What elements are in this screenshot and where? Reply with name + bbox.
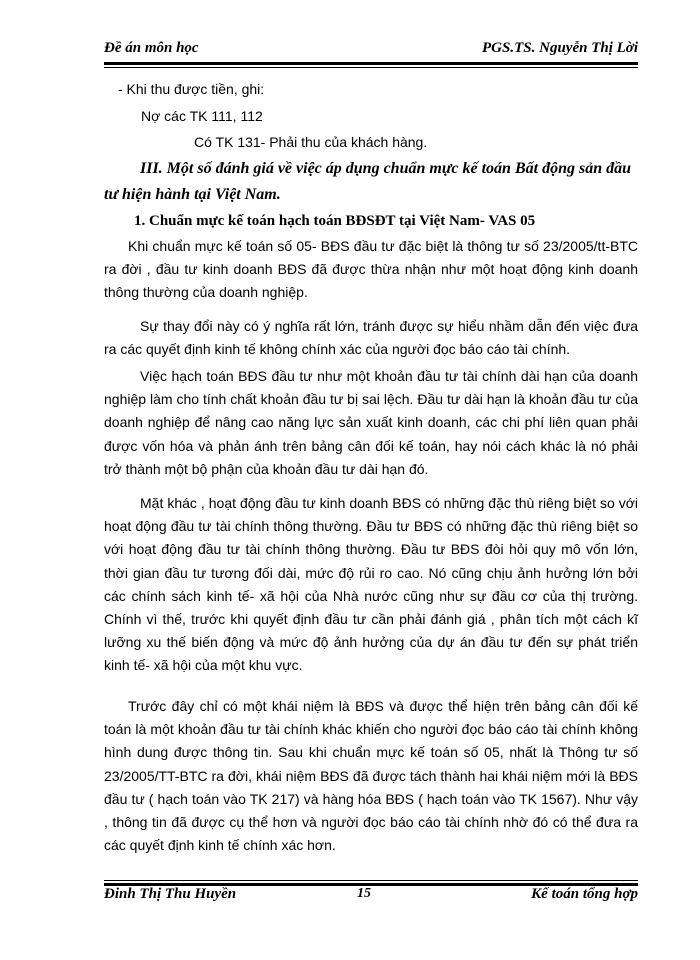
paragraph-1: Khi chuẩn mực kế toán số 05- BĐS đầu tư đặc biệt là thông tư số 23/2005/tt-BTC ra đời , đầu tư kinh doanh BĐS đã được thừa nhận như một hoạt động kinh doanh thông thường của doanh nghiệp. [104,238,638,301]
paragraph-2: Sự thay đổi này có ý nghĩa rất lớn, tránh được sự hiểu nhầm dẫn đến việc đưa ra các quyết định kinh tế không chính xác của người đọc báo cáo tài chính. [104,318,638,358]
header-rule [104,62,638,65]
subheading: 1. Chuẩn mực kế toán hạch toán BĐSĐT tại Việt Nam- VAS 05 [134,213,536,229]
course-title: Đề án môn học [104,40,199,56]
entry-credit: Có TK 131- Phải thu của khách hàng. [194,134,428,150]
page-number: 15 [357,886,371,901]
department-name: Kế toán tổng hợp [531,886,638,902]
paragraph-5: Trước đây chỉ có một khái niệm là BĐS và được thể hiện trên bảng cân đối kế toán là một khoản đầu tư tài chính khác khiến cho người đọc báo cáo tài chính không hình dung được thông tin. Sau khi chuẩn mực kế toán số 05, nhất là Thông tư số 23/2005/TT-BTC ra đời, khái niệm BĐS đã được tách thành hai khái niệm mới là BĐS đầu tư ( hạch toán vào TK 217) và hàng hóa BĐS ( hạch toán vào TK 1567). Như vậy , thông tin đã được cụ thể hơn và người đọc báo cáo tài chính nhờ đó có thể đưa ra các quyết định kinh tế chính xác hơn. [104,698,638,854]
page-header [104,40,638,64]
section-heading: III. Một số đánh giá về việc áp dụng chuẩn mực kế toán Bất động sản đầu tư hiện hành tại Việt Nam. [104,160,631,203]
header-rule-thin [104,67,638,68]
paragraph-4: Mặt khác , hoạt động đầu tư kinh doanh BĐS có những đặc thù riêng biệt so với hoạt động đầu tư tài chính thông thường. Đầu tư BĐS có những đặc thù riêng biệt so với hoạt động đầu tư tài chính thông thường. Đầu tư BĐS đòi hỏi quy mô vốn lớn, thời gian đầu tư tương đối dài, mức độ rủi ro cao. Nó cũng chịu ảnh hưởng lớn bởi các chính sách kinh tế- xã hội của Nhà nước cũng như sự đầu cơ của thị trường. Chính vì thế, trước khi quyết định đầu tư cần phải đánh giá , phân tích một cách kĩ lưỡng xu thế biến động và mức độ ảnh hưởng của dự án đầu tư đến sự phát triển kinh tế- xã hội của một khu vực. [104,495,638,674]
footer-rule-thin [104,880,638,881]
paragraph-3: Việc hạch toán BĐS đầu tư như một khoản đầu tư tài chính dài hạn của doanh nghiệp làm cho tính chất khoản đầu tư bị sai lệch. Đầu tư dài hạn là khoản đầu tư của doanh nghiệp để nâng cao năng lực sản xuất kinh doanh, các chi phí liên quan phải được vốn hóa và phản ánh trên bảng cân đối kế toán, hay nói cách khác là nó phải trở thành một bộ phận của khoản đầu tư dài hạn đó. [104,368,638,477]
page-footer [104,886,638,910]
supervisor-name: PGS.TS. Nguyễn Thị Lời [482,40,638,56]
entry-debit: Nợ các TK 111, 112 [141,108,263,124]
author-name: Đinh Thị Thu Huyền [104,886,237,902]
entry-intro: - Khi thu được tiền, ghi: [118,81,265,97]
